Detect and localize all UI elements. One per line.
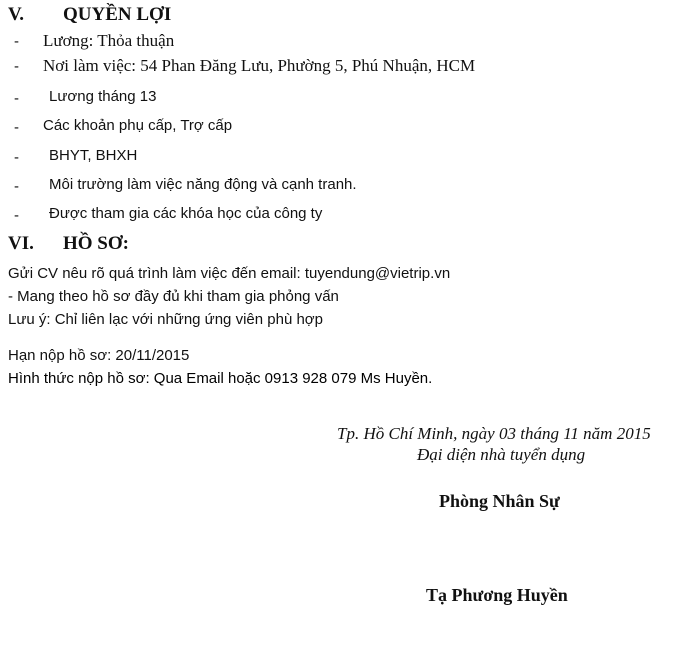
bullet-dash: - bbox=[14, 90, 19, 107]
list-item: Lương tháng 13 bbox=[49, 88, 157, 105]
deadline-text: Hạn nộp hồ sơ: 20/11/2015 bbox=[8, 347, 190, 364]
representative-label: Đại diện nhà tuyển dụng bbox=[417, 445, 586, 464]
section-vi-number: VI. bbox=[8, 233, 34, 254]
bullet-dash: - bbox=[14, 178, 19, 195]
section-v-number: V. bbox=[8, 4, 25, 25]
list-item: Lương: Thỏa thuận bbox=[43, 31, 175, 50]
bullet-dash: - bbox=[14, 207, 19, 224]
list-item: Được tham gia các khóa học của công ty bbox=[49, 205, 323, 222]
list-item: BHYT, BHXH bbox=[49, 147, 138, 164]
bullet-dash: - bbox=[14, 33, 19, 50]
list-item: Các khoản phụ cấp, Trợ cấp bbox=[43, 117, 233, 134]
section-v-heading bbox=[8, 4, 24, 26]
section-v-title: QUYỀN LỢI bbox=[63, 4, 172, 25]
signer-name: Tạ Phương Huyền bbox=[426, 585, 568, 605]
list-item: Nơi làm việc: 54 Phan Đăng Lưu, Phường 5, Phú Nhuận, HCM bbox=[43, 56, 476, 75]
instruction-line: - Mang theo hồ sơ đầy đủ khi tham gia phỏng vấn bbox=[8, 288, 339, 305]
instruction-line: Lưu ý: Chỉ liên lạc với những ứng viên phù hợp bbox=[8, 311, 323, 328]
submission-text: Hình thức nộp hồ sơ: Qua Email hoặc 0913 928 079 Ms Huyền. bbox=[8, 370, 433, 387]
bullet-dash: - bbox=[14, 149, 19, 166]
bullet-dash: - bbox=[14, 58, 19, 75]
instruction-line: Gửi CV nêu rõ quá trình làm việc đến email: tuyendung@vietrip.vn bbox=[8, 265, 451, 282]
list-item: Môi trường làm việc năng động và cạnh tranh. bbox=[49, 176, 357, 193]
department-name: Phòng Nhân Sự bbox=[439, 491, 560, 511]
place-date: Tp. Hồ Chí Minh, ngày 03 tháng 11 năm 2015 bbox=[337, 424, 651, 443]
bullet-dash: - bbox=[14, 119, 19, 136]
section-vi-title: HỒ SƠ: bbox=[63, 233, 129, 254]
